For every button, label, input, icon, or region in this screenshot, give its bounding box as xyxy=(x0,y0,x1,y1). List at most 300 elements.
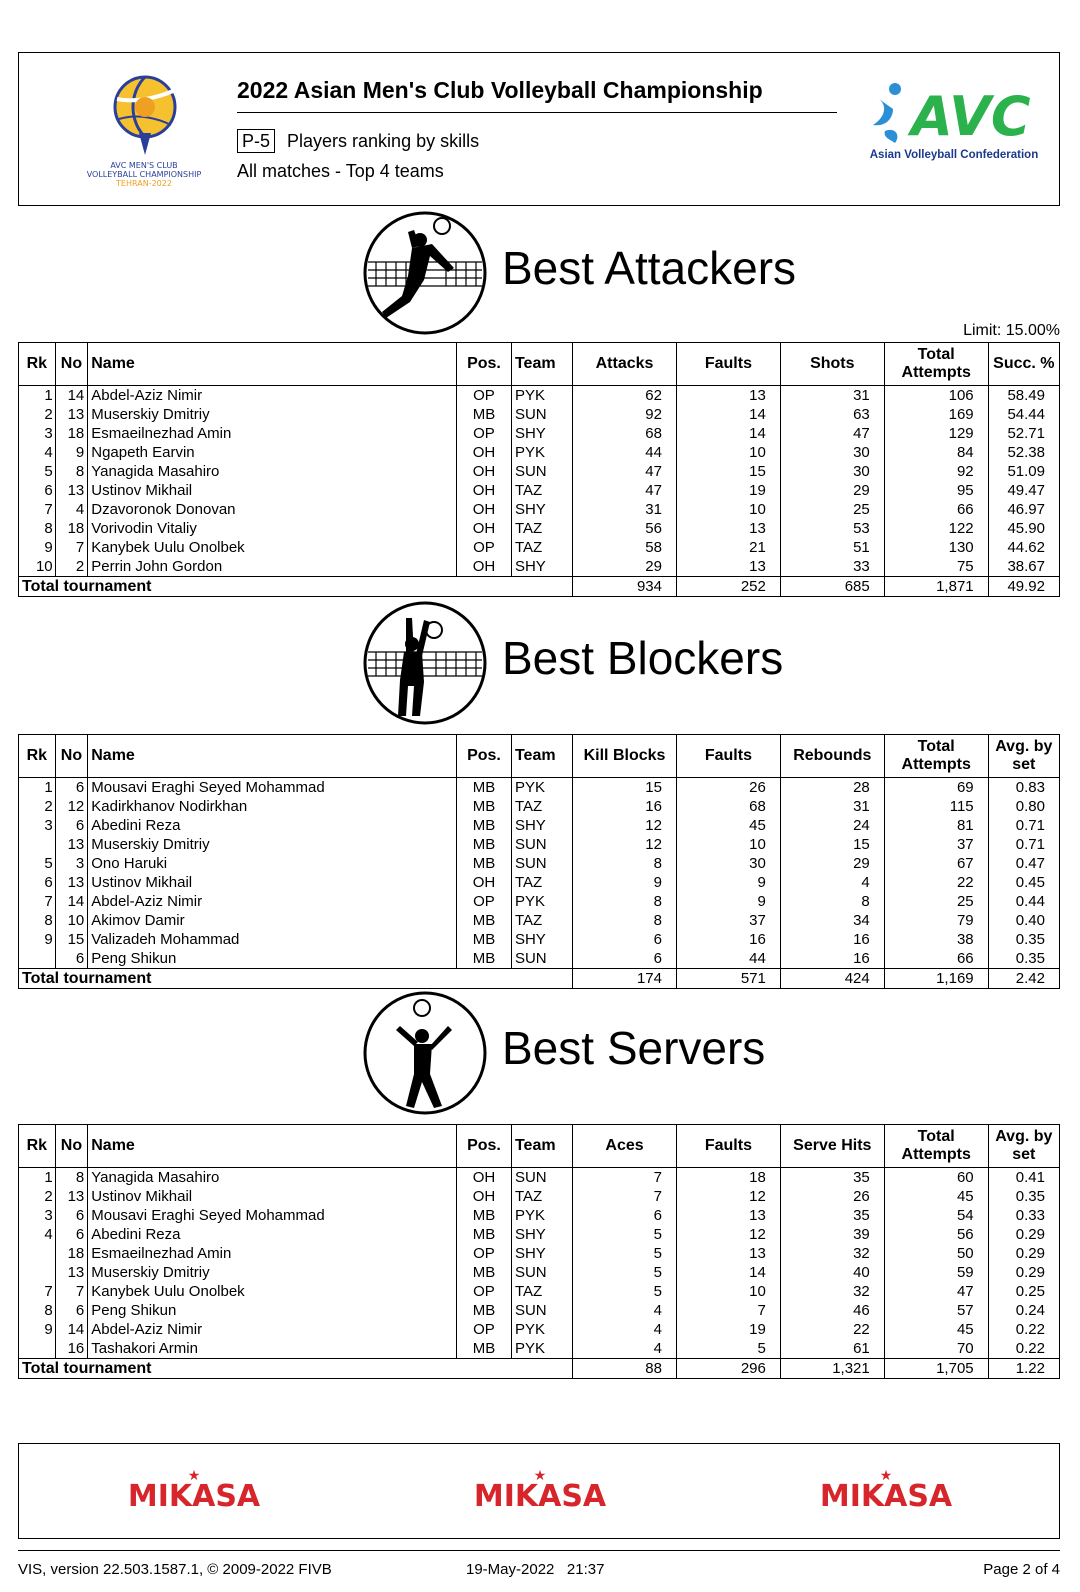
table-cell: 13 xyxy=(55,405,88,424)
table-cell: Muserskiy Dmitriy xyxy=(88,1263,457,1282)
table-cell: OP xyxy=(456,386,511,406)
total-row xyxy=(19,1359,1060,1379)
print-date: 19-May-2022 21:37 xyxy=(466,1561,605,1578)
table-cell xyxy=(19,1263,56,1282)
table-cell: 6 xyxy=(573,949,677,969)
table-cell: 9 xyxy=(55,443,88,462)
table-row xyxy=(19,1168,1060,1188)
table-cell: 14 xyxy=(55,386,88,406)
table-cell: 15 xyxy=(780,835,884,854)
header-row xyxy=(19,1125,1060,1168)
table-cell: SHY xyxy=(511,930,572,949)
table-cell: 31 xyxy=(780,797,884,816)
table-cell: 45.90 xyxy=(988,519,1059,538)
table-cell: OH xyxy=(456,1187,511,1206)
mikasa-wordmark: MIKASA xyxy=(819,1479,953,1514)
column-header: Avg. by set xyxy=(988,735,1059,778)
table-row xyxy=(19,1320,1060,1339)
table-cell: 169 xyxy=(884,405,988,424)
table-cell: 19 xyxy=(676,1320,780,1339)
table-cell: MB xyxy=(456,1301,511,1320)
total-cell: 1,321 xyxy=(780,1359,884,1379)
total-label: Total tournament xyxy=(19,1359,573,1379)
table-cell: MB xyxy=(456,797,511,816)
table-cell: 92 xyxy=(884,462,988,481)
table-cell: MB xyxy=(456,911,511,930)
table-cell: 0.47 xyxy=(988,854,1059,873)
table-cell: 9 xyxy=(19,538,56,557)
table-cell: 68 xyxy=(573,424,677,443)
attackers-table xyxy=(18,342,1060,597)
column-header: Succ. % xyxy=(988,343,1059,386)
mikasa-logo xyxy=(119,1468,269,1512)
table-cell: 0.29 xyxy=(988,1225,1059,1244)
table-cell: 8 xyxy=(19,1301,56,1320)
table-cell: Abdel-Aziz Nimir xyxy=(88,1320,457,1339)
table-cell: 53 xyxy=(780,519,884,538)
total-cell: 685 xyxy=(780,577,884,597)
table-cell: 7 xyxy=(19,500,56,519)
table-cell: 92 xyxy=(573,405,677,424)
table-cell: 66 xyxy=(884,949,988,969)
column-header: Team xyxy=(511,343,572,386)
report-subtitle-row xyxy=(237,129,479,153)
column-header: Total Attempts xyxy=(884,735,988,778)
total-cell: 252 xyxy=(676,577,780,597)
table-cell: 0.33 xyxy=(988,1206,1059,1225)
table-cell: 54.44 xyxy=(988,405,1059,424)
table-cell: 3 xyxy=(19,816,56,835)
table-cell: 32 xyxy=(780,1244,884,1263)
table-cell: 18 xyxy=(55,424,88,443)
table-cell: 0.80 xyxy=(988,797,1059,816)
table-cell: 5 xyxy=(19,854,56,873)
table-cell: OH xyxy=(456,443,511,462)
table-cell: 4 xyxy=(573,1339,677,1359)
table-cell: 30 xyxy=(780,443,884,462)
table-cell: 16 xyxy=(780,930,884,949)
table-cell: 8 xyxy=(19,519,56,538)
column-header: Shots xyxy=(780,343,884,386)
table-cell: 37 xyxy=(884,835,988,854)
table-row xyxy=(19,424,1060,443)
table-cell: 7 xyxy=(19,892,56,911)
table-cell: 46.97 xyxy=(988,500,1059,519)
table-cell: TAZ xyxy=(511,538,572,557)
logo-caption-city: TEHRAN-2022 xyxy=(116,179,172,188)
table-cell: 5 xyxy=(573,1244,677,1263)
table-cell: 56 xyxy=(884,1225,988,1244)
table-cell: MB xyxy=(456,1206,511,1225)
table-cell: SUN xyxy=(511,1168,572,1188)
table-cell: 14 xyxy=(676,424,780,443)
column-header: Aces xyxy=(573,1125,677,1168)
table-cell: 4 xyxy=(19,1225,56,1244)
table-cell: 29 xyxy=(573,557,677,577)
table-cell: 1 xyxy=(19,778,56,798)
table-cell xyxy=(19,1339,56,1359)
total-cell: 934 xyxy=(573,577,677,597)
volleyball-logo-icon xyxy=(109,73,181,161)
column-header: Pos. xyxy=(456,343,511,386)
table-cell: MB xyxy=(456,854,511,873)
table-cell: 66 xyxy=(884,500,988,519)
table-cell: PYK xyxy=(511,386,572,406)
table-cell: 18 xyxy=(676,1168,780,1188)
table-cell: 9 xyxy=(19,930,56,949)
mikasa-wordmark: MIKASA xyxy=(473,1479,607,1514)
table-cell: 1 xyxy=(19,1168,56,1188)
table-row xyxy=(19,930,1060,949)
table-cell: Esmaeilnezhad Amin xyxy=(88,424,457,443)
table-cell: 10 xyxy=(676,1282,780,1301)
table-cell: 39 xyxy=(780,1225,884,1244)
mikasa-star-icon: ★ xyxy=(187,1467,201,1483)
table-cell: 18 xyxy=(55,1244,88,1263)
column-header: Kill Blocks xyxy=(573,735,677,778)
table-cell: 52.71 xyxy=(988,424,1059,443)
table-cell: SUN xyxy=(511,854,572,873)
table-cell: 44 xyxy=(676,949,780,969)
table-cell: 8 xyxy=(55,462,88,481)
table-cell: Kanybek Uulu Onolbek xyxy=(88,538,457,557)
total-label: Total tournament xyxy=(19,577,573,597)
table-row xyxy=(19,1301,1060,1320)
table-cell: 0.22 xyxy=(988,1339,1059,1359)
table-cell: 13 xyxy=(55,481,88,500)
column-header: Attacks xyxy=(573,343,677,386)
table-cell: 47 xyxy=(884,1282,988,1301)
logo-caption-line1: AVC MEN'S CLUB xyxy=(110,161,178,170)
table-cell: 61 xyxy=(780,1339,884,1359)
total-cell: 571 xyxy=(676,969,780,989)
table-cell: 25 xyxy=(884,892,988,911)
total-cell: 1.22 xyxy=(988,1359,1059,1379)
table-cell: 44 xyxy=(573,443,677,462)
blockers-table xyxy=(18,734,1060,989)
total-cell: 49.92 xyxy=(988,577,1059,597)
table-cell: 56 xyxy=(573,519,677,538)
logo-caption-line2: VOLLEYBALL CHAMPIONSHIP xyxy=(86,170,202,179)
table-cell: 10 xyxy=(55,911,88,930)
table-cell: 130 xyxy=(884,538,988,557)
table-cell: 18 xyxy=(55,519,88,538)
total-row xyxy=(19,969,1060,989)
page-number: Page 2 of 4 xyxy=(983,1561,1060,1578)
attackers-limit: Limit: 15.00% xyxy=(963,322,1060,339)
attackers-title: Best Attackers xyxy=(502,242,797,294)
attackers-heading-block xyxy=(0,210,1080,340)
table-cell xyxy=(19,949,56,969)
total-cell: 1,705 xyxy=(884,1359,988,1379)
table-cell: 1 xyxy=(19,386,56,406)
table-cell: 2 xyxy=(19,405,56,424)
table-cell: 6 xyxy=(55,1225,88,1244)
table-cell: 26 xyxy=(780,1187,884,1206)
table-cell: PYK xyxy=(511,778,572,798)
table-cell: 0.29 xyxy=(988,1244,1059,1263)
column-header: Faults xyxy=(676,1125,780,1168)
table-cell: 63 xyxy=(780,405,884,424)
table-cell: 25 xyxy=(780,500,884,519)
column-header: Avg. by set xyxy=(988,1125,1059,1168)
table-cell: Esmaeilnezhad Amin xyxy=(88,1244,457,1263)
table-cell: Akimov Damir xyxy=(88,911,457,930)
table-cell: OP xyxy=(456,1244,511,1263)
table-row xyxy=(19,1244,1060,1263)
table-cell: Yanagida Masahiro xyxy=(88,1168,457,1188)
table-cell: 57 xyxy=(884,1301,988,1320)
table-cell: 35 xyxy=(780,1168,884,1188)
mikasa-star-icon: ★ xyxy=(879,1467,893,1483)
table-cell: 7 xyxy=(573,1168,677,1188)
table-cell: OP xyxy=(456,892,511,911)
table-cell: SHY xyxy=(511,424,572,443)
logo-caption xyxy=(69,161,219,188)
table-cell: OH xyxy=(456,500,511,519)
table-cell: 6 xyxy=(55,778,88,798)
table-cell: 47 xyxy=(573,462,677,481)
table-cell: 6 xyxy=(55,949,88,969)
column-header: No xyxy=(55,735,88,778)
table-cell: 3 xyxy=(55,854,88,873)
table-cell: 58.49 xyxy=(988,386,1059,406)
table-cell: 0.40 xyxy=(988,911,1059,930)
table-cell: TAZ xyxy=(511,911,572,930)
report-code: P-5 xyxy=(237,129,275,153)
table-cell: 0.25 xyxy=(988,1282,1059,1301)
table-row xyxy=(19,405,1060,424)
table-cell: 95 xyxy=(884,481,988,500)
blockers-title: Best Blockers xyxy=(502,632,784,684)
total-cell: 1,169 xyxy=(884,969,988,989)
table-cell: Valizadeh Mohammad xyxy=(88,930,457,949)
table-cell: 14 xyxy=(676,405,780,424)
table-cell: Abedini Reza xyxy=(88,816,457,835)
table-cell: SHY xyxy=(511,557,572,577)
table-cell: 6 xyxy=(19,481,56,500)
table-cell: 13 xyxy=(676,1244,780,1263)
table-cell: Ngapeth Earvin xyxy=(88,443,457,462)
table-cell: 115 xyxy=(884,797,988,816)
table-cell: MB xyxy=(456,1263,511,1282)
table-row xyxy=(19,519,1060,538)
table-cell: TAZ xyxy=(511,1282,572,1301)
table-cell: 9 xyxy=(19,1320,56,1339)
table-cell: PYK xyxy=(511,892,572,911)
table-cell: OH xyxy=(456,462,511,481)
report-subtitle: Players ranking by skills xyxy=(287,130,480,151)
table-cell: 5 xyxy=(19,462,56,481)
table-cell: SUN xyxy=(511,835,572,854)
table-cell: 2 xyxy=(55,557,88,577)
table-row xyxy=(19,557,1060,577)
table-row xyxy=(19,481,1060,500)
table-cell: 0.24 xyxy=(988,1301,1059,1320)
column-header: Total Attempts xyxy=(884,1125,988,1168)
table-cell: 5 xyxy=(573,1225,677,1244)
table-cell: 29 xyxy=(780,481,884,500)
table-row xyxy=(19,538,1060,557)
table-cell: MB xyxy=(456,930,511,949)
table-cell: TAZ xyxy=(511,519,572,538)
table-cell: 7 xyxy=(676,1301,780,1320)
table-cell: 22 xyxy=(780,1320,884,1339)
table-cell: SUN xyxy=(511,1263,572,1282)
table-cell: Ono Haruki xyxy=(88,854,457,873)
table-cell: SUN xyxy=(511,949,572,969)
table-cell: 15 xyxy=(55,930,88,949)
total-cell: 296 xyxy=(676,1359,780,1379)
table-cell: 14 xyxy=(676,1263,780,1282)
table-cell: MB xyxy=(456,778,511,798)
table-cell: 3 xyxy=(19,1206,56,1225)
avc-emblem-icon xyxy=(859,79,1049,149)
report-scope: All matches - Top 4 teams xyxy=(237,161,444,181)
table-cell: 52.38 xyxy=(988,443,1059,462)
table-cell: Ustinov Mikhail xyxy=(88,1187,457,1206)
column-header: No xyxy=(55,1125,88,1168)
table-cell: 8 xyxy=(573,892,677,911)
table-cell: 59 xyxy=(884,1263,988,1282)
column-header: Serve Hits xyxy=(780,1125,884,1168)
table-cell: 4 xyxy=(573,1320,677,1339)
table-cell: 24 xyxy=(780,816,884,835)
table-cell: 13 xyxy=(55,1263,88,1282)
table-cell: 8 xyxy=(780,892,884,911)
table-cell: 15 xyxy=(676,462,780,481)
table-row xyxy=(19,386,1060,406)
table-cell: 47 xyxy=(573,481,677,500)
table-cell: 0.71 xyxy=(988,835,1059,854)
table-cell: OH xyxy=(456,557,511,577)
column-header: Faults xyxy=(676,735,780,778)
table-cell: 13 xyxy=(55,873,88,892)
table-row xyxy=(19,1339,1060,1359)
table-cell: 28 xyxy=(780,778,884,798)
table-row xyxy=(19,911,1060,930)
table-cell: 10 xyxy=(676,500,780,519)
table-cell: 12 xyxy=(676,1225,780,1244)
table-cell: 60 xyxy=(884,1168,988,1188)
table-cell: Abdel-Aziz Nimir xyxy=(88,892,457,911)
table-cell: 7 xyxy=(19,1282,56,1301)
table-cell: 50 xyxy=(884,1244,988,1263)
table-cell: 12 xyxy=(573,816,677,835)
header-row xyxy=(19,343,1060,386)
table-cell: Perrin John Gordon xyxy=(88,557,457,577)
column-header: Total Attempts xyxy=(884,343,988,386)
table-cell: 4 xyxy=(780,873,884,892)
column-header: Pos. xyxy=(456,735,511,778)
table-cell: 47 xyxy=(780,424,884,443)
total-cell: 174 xyxy=(573,969,677,989)
table-cell: 0.35 xyxy=(988,930,1059,949)
table-cell: MB xyxy=(456,816,511,835)
table-cell: 5 xyxy=(573,1263,677,1282)
table-cell: 16 xyxy=(55,1339,88,1359)
column-header: Name xyxy=(88,1125,457,1168)
table-cell: OP xyxy=(456,1320,511,1339)
sponsor-banner xyxy=(18,1443,1060,1539)
column-header: Rk xyxy=(19,1125,56,1168)
table-cell: 2 xyxy=(19,797,56,816)
column-header: Name xyxy=(88,343,457,386)
table-row xyxy=(19,816,1060,835)
table-cell: 8 xyxy=(573,854,677,873)
column-header: Rebounds xyxy=(780,735,884,778)
table-cell: MB xyxy=(456,835,511,854)
table-cell: 9 xyxy=(676,873,780,892)
table-cell: 0.44 xyxy=(988,892,1059,911)
table-cell: TAZ xyxy=(511,1187,572,1206)
table-cell: MB xyxy=(456,405,511,424)
table-cell: OH xyxy=(456,873,511,892)
total-cell: 424 xyxy=(780,969,884,989)
header-row xyxy=(19,735,1060,778)
table-cell: 12 xyxy=(573,835,677,854)
table-row xyxy=(19,1282,1060,1301)
mikasa-logo xyxy=(465,1468,615,1512)
table-cell: OP xyxy=(456,538,511,557)
table-cell: OH xyxy=(456,481,511,500)
table-cell: SUN xyxy=(511,462,572,481)
table-row xyxy=(19,462,1060,481)
table-cell: 7 xyxy=(573,1187,677,1206)
table-cell: Abedini Reza xyxy=(88,1225,457,1244)
table-cell: 9 xyxy=(676,892,780,911)
table-cell: 0.22 xyxy=(988,1320,1059,1339)
table-cell: 6 xyxy=(55,1206,88,1225)
table-cell: 7 xyxy=(55,538,88,557)
table-cell: 26 xyxy=(676,778,780,798)
table-cell: 6 xyxy=(573,1206,677,1225)
attacker-icon xyxy=(362,210,488,336)
table-cell: 9 xyxy=(573,873,677,892)
table-cell: 7 xyxy=(55,1282,88,1301)
blocker-icon xyxy=(362,600,488,726)
table-cell: Muserskiy Dmitriy xyxy=(88,405,457,424)
table-cell: PYK xyxy=(511,443,572,462)
table-cell: 84 xyxy=(884,443,988,462)
table-cell: 58 xyxy=(573,538,677,557)
table-cell: 10 xyxy=(676,443,780,462)
table-cell: OP xyxy=(456,1282,511,1301)
table-cell: 38 xyxy=(884,930,988,949)
table-cell: SHY xyxy=(511,816,572,835)
table-cell: 49.47 xyxy=(988,481,1059,500)
table-cell: MB xyxy=(456,949,511,969)
table-cell: TAZ xyxy=(511,873,572,892)
table-cell: SUN xyxy=(511,1301,572,1320)
total-cell: 2.42 xyxy=(988,969,1059,989)
table-cell: 0.35 xyxy=(988,949,1059,969)
table-cell: 0.41 xyxy=(988,1168,1059,1188)
table-cell: 30 xyxy=(676,854,780,873)
table-cell: 30 xyxy=(780,462,884,481)
table-cell: 33 xyxy=(780,557,884,577)
table-cell: Muserskiy Dmitriy xyxy=(88,835,457,854)
table-cell: 40 xyxy=(780,1263,884,1282)
column-header: Team xyxy=(511,1125,572,1168)
table-cell: 6 xyxy=(55,816,88,835)
table-cell: Ustinov Mikhail xyxy=(88,481,457,500)
table-cell: 4 xyxy=(573,1301,677,1320)
table-cell: 37 xyxy=(676,911,780,930)
table-cell: 3 xyxy=(19,424,56,443)
table-cell: 35 xyxy=(780,1206,884,1225)
table-cell: SHY xyxy=(511,500,572,519)
